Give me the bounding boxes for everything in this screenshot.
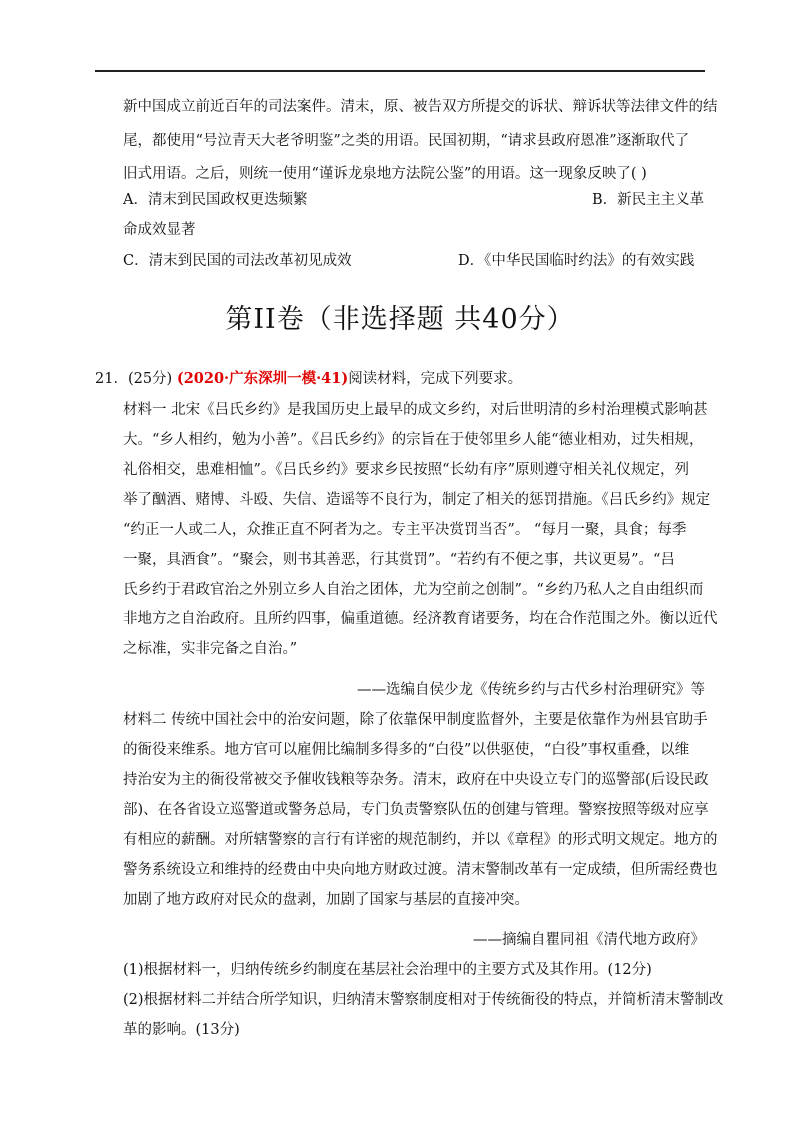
q20-option-a: A．清末到民国政权更迭频繁: [123, 192, 308, 208]
m2-line-4: 部)、在各省设立巡警道或警务总局，专门负责警察队伍的创建与管理。警察按照等级对应享: [123, 802, 709, 818]
q20-stem-line-2: 尾，都使用“号泣青天大老爷明鉴”之类的用语。民国初期，“请求县政府恩准”逐渐取代了: [123, 133, 690, 149]
m2-line-3: 持治安为主的衙役常被交予催收钱粮等杂务。清末，政府在中央设立专门的巡警部(后设民政: [123, 772, 709, 788]
q20-option-d: D．《中华民国临时约法》的有效实践: [458, 253, 695, 269]
m1-line-8: 非地方之自治政府。且所约四事，偏重道德。经济教育诸要务，均在合作范围之外。衡以近代: [123, 611, 718, 627]
m1-line-3: 礼俗相交，患难相恤”。《吕氏乡约》要求乡民按照“长幼有序”原则遵守相关礼仪规定，列: [123, 462, 689, 478]
q20-stem-line-1: 新中国成立前近百年的司法案件。清末，原、被告双方所提交的诉状、辩诉状等法律文件的结: [123, 99, 718, 115]
m1-line-2: 大。“乡人相约，勉为小善”。《吕氏乡约》的宗旨在于使邻里乡人能“德业相劝，过失相规，: [123, 432, 704, 448]
m1-line-4: 举了酗酒、赌博、斗殴、失信、造谣等不良行为，制定了相关的惩罚措施。《吕氏乡约》规定: [123, 492, 711, 508]
m2-line-6: 警务系统设立和维持的经费由中央向地方财政过渡。清末警制改革有一定成绩，但所需经费也: [123, 862, 718, 878]
m1-source: ——选编自侯少龙《传统乡约与古代乡村治理研究》等: [357, 682, 705, 698]
m1-line-5: “约正一人或二人，众推正直不阿者为之。专主平决赏罚当否”。 “每月一聚，具食；每季: [123, 522, 687, 538]
m2-source: ——摘编自瞿同祖《清代地方政府》: [473, 932, 705, 948]
header-rule: [95, 70, 705, 72]
q21-source: (2020·广东深圳一模·41): [176, 370, 349, 387]
m2-line-5: 有相应的薪酬。对所辖警察的言行有详密的规范制约，并以《章程》的形式明文规定。地方的: [123, 832, 718, 848]
q20-option-c: C．清末到民国的司法改革初见成效: [123, 253, 352, 269]
q21-sub-2-line-2: 革的影响。(13分): [123, 1022, 240, 1038]
q21-sub-1: (1)根据材料一，归纳传统乡约制度在基层社会治理中的主要方式及其作用。(12分): [123, 962, 652, 978]
q21-header: [95, 369, 522, 389]
m1-line-6: 一聚，具酒食”。“聚会，则书其善恶，行其赏罚”。“若约有不便之事，共议更易”。“吕: [123, 552, 675, 568]
q21-number: 21．(25分): [95, 371, 173, 387]
m1-line-7: 氏乡约于君政官治之外别立乡人自治之团体，尤为空前之创制”。“乡约乃私人之自由组织而: [123, 582, 704, 598]
m2-line-2: 的衙役来维系。地方官可以雇佣比编制多得多的“白役”以供驱使，“白役”事权重叠，以维: [123, 742, 690, 758]
m2-line-7: 加剧了地方政府对民众的盘剥，加剧了国家与基层的直接冲突。: [123, 892, 529, 908]
q20-option-b: B．新民主主义革: [592, 192, 705, 208]
m1-line-9: 之标准，实非完备之自治。”: [123, 641, 298, 657]
section-title: 第II卷（非选择题 共40分）: [225, 304, 575, 335]
q21-prompt: 阅读材料，完成下列要求。: [348, 371, 523, 387]
m2-line-1: 材料二 传统中国社会中的治安问题，除了依靠保甲制度监督外，主要是依靠作为州县官助手: [123, 712, 708, 728]
q21-sub-2-line-1: (2)根据材料二并结合所学知识，归纳清末警察制度相对于传统衙役的特点，并简析清末警制改: [123, 992, 724, 1008]
q20-option-b-cont: 命成效显著: [123, 222, 196, 238]
q20-stem-line-3: 旧式用语。之后，则统一使用“谨诉龙泉地方法院公鉴”的用语。这一现象反映了( ): [123, 166, 647, 182]
m1-line-1: 材料一 北宋《吕氏乡约》是我国历史上最早的成文乡约，对后世明清的乡村治理模式影响甚: [123, 402, 708, 418]
